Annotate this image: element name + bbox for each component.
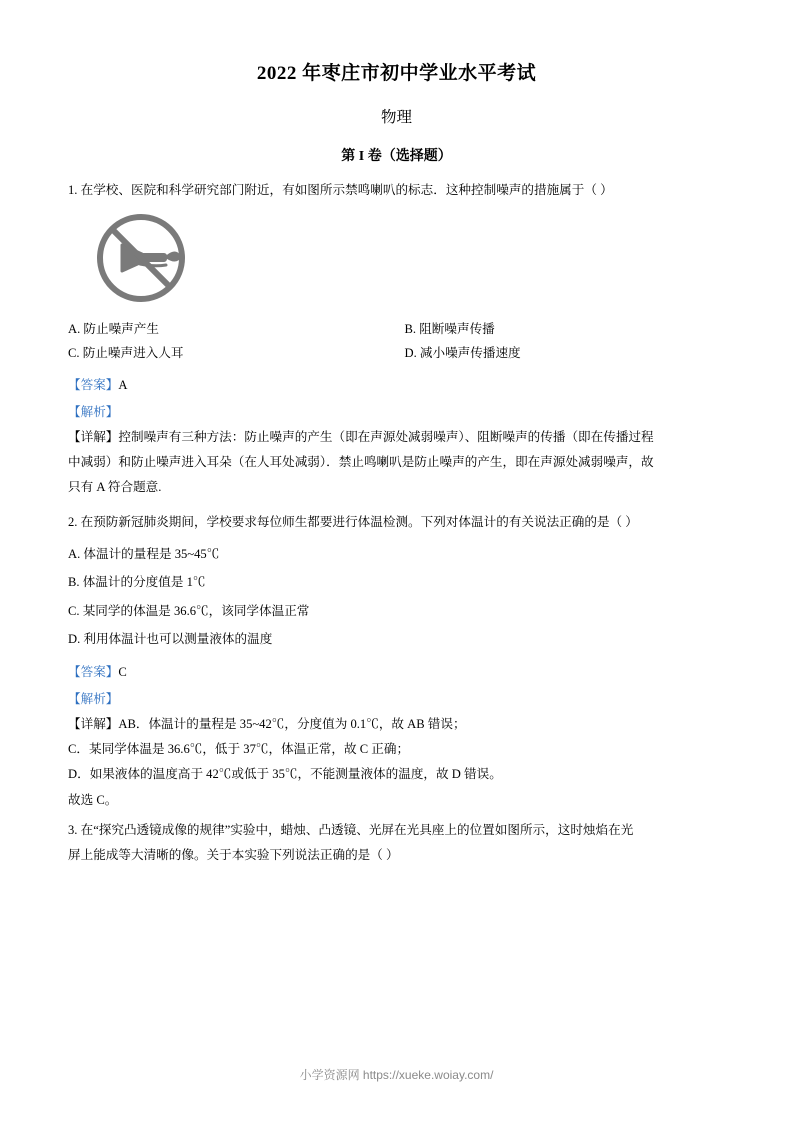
question-1-answer [68,372,725,398]
question-1-analysis-tag: 【解析】 [68,404,119,419]
option-2-c: C. 某同学的体温是 36.6℃，该同学体温正常 [68,603,310,618]
question-1-detail-line-1: 【详解】控制噪声有三种方法：防止噪声的产生（即在声源处减弱噪声）、阻断噪声的传播（即在传播过程 [68,430,654,445]
question-2-detail-line-4: 故选 C。 [68,792,118,807]
question-3-stem-line-1: 3. 在“探究凸透镜成像的规律”实验中，蜡烛、凸透镜、光屏在光具座上的位置如图所示，这时烛焰在光 [68,822,634,837]
question-2-detail-line-2: C．某同学体温是 36.6℃，低于 37℃，体温正常，故 C 正确； [68,742,410,757]
answer-value: C [118,665,127,680]
option-1-d: D. 减小噪声传播速度 [404,346,521,361]
option-1-c: C. 防止噪声进入人耳 [68,346,184,361]
answer-tag: 【答案】 [68,665,119,680]
question-3 [68,819,725,868]
question-1-detail-line-3: 只有 A 符合题意. [68,480,162,495]
option-1-b: B. 阻断噪声传播 [404,322,495,337]
question-1-options-row-1 [68,318,725,342]
no-horn-icon [82,212,200,304]
question-2-detail-line-1: 【详解】AB．体温计的量程是 35~42℃，分度值为 0.1℃，故 AB 错误； [68,717,466,732]
option-2-a: A. 体温计的量程是 35~45℃ [68,546,220,561]
section-heading: 第 I 卷（选择题） [341,149,452,164]
option-2-d: D. 利用体温计也可以测量液体的温度 [68,631,273,646]
question-2-answer [68,659,725,685]
option-2-b: B. 体温计的分度值是 1℃ [68,575,206,590]
footer-watermark: 小学资源网 https://xueke.woiay.com/ [299,1068,494,1082]
question-1-options-row-2 [68,342,725,366]
question-2-stem: 2. 在预防新冠肺炎期间，学校要求每位师生都要进行体温检测。下列对体温计的有关说法正确的是（ ） [68,514,638,529]
question-1-stem: 1. 在学校、医院和科学研究部门附近，有如图所示禁鸣喇叭的标志．这种控制噪声的措施属于（ ） [68,183,613,197]
page-title: 2022 年枣庄市初中学业水平考试 [256,63,537,84]
answer-value: A [118,378,128,393]
question-2 [68,511,725,813]
question-2-detail-line-3: D．如果液体的温度高于 42℃或低于 35℃，不能测量液体的温度，故 D 错误。 [68,767,502,782]
question-1 [68,179,725,501]
no-horn-sign-figure [68,212,725,304]
document-content [68,58,725,869]
question-2-analysis-tag: 【解析】 [68,691,119,706]
document-subtitle: 物理 [380,109,412,126]
option-1-a: A. 防止噪声产生 [68,322,159,337]
question-3-stem-line-2: 屏上能成等大清晰的像。关于本实验下列说法正确的是（ ） [68,848,399,863]
question-1-detail-line-2: 中减弱）和防止噪声进入耳朵（在人耳处减弱）．禁止鸣喇叭是防止噪声的产生，即在声源处减弱噪声，故 [68,455,654,470]
answer-tag: 【答案】 [68,378,119,393]
